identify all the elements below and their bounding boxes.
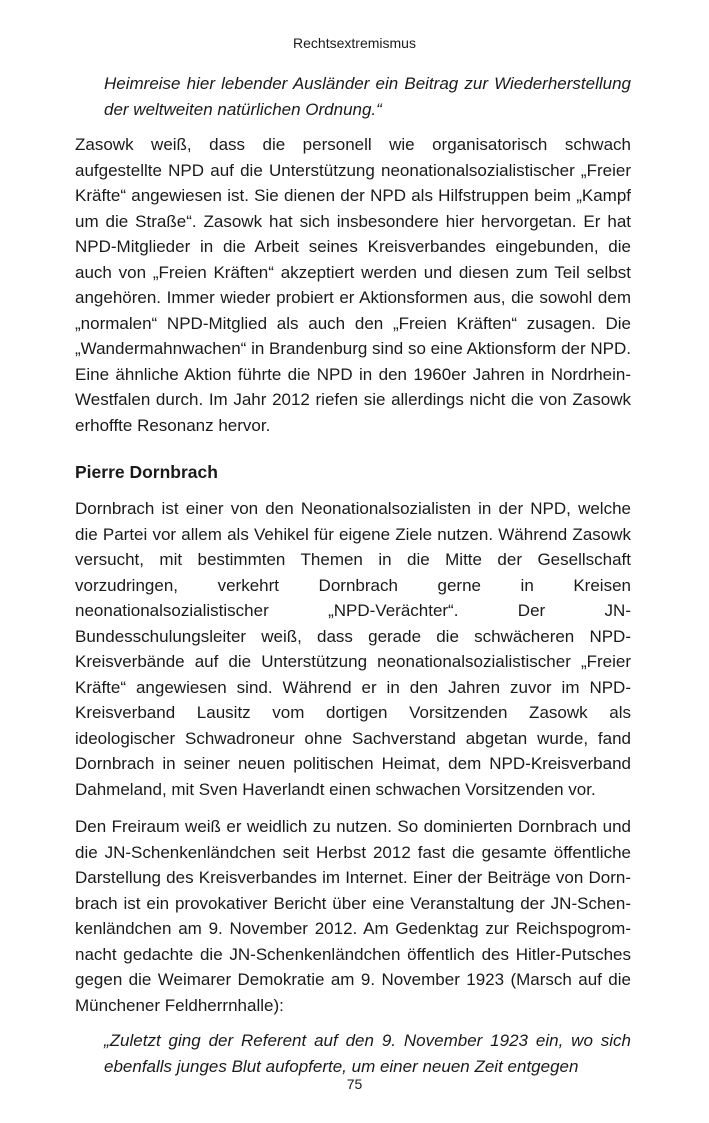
paragraph-freiraum: Den Freiraum weiß er weidlich zu nutzen. So dominierten Dornbrach und die JN-Schenkenländchen seit Herbst 2012 fast die gesamte öffentliche Darstellung des Kreisverbandes im Internet. Einer der Beiträge von Dornbrach ist ein provokativer Bericht über eine Veranstaltung der JN-Schenkenländchen am 9. November 2012. Am Gedenktag zur Reichspogromnacht gedachte die JN-Schenkenländchen öffentlich des Hitler-Putsches gegen die Weimarer Demokratie am 9. November 1923 (Marsch auf die Münchener Feldherrnhalle): — [75, 817, 631, 1015]
section-heading-pierre-dornbrach: Pierre Dornbrach — [75, 462, 218, 482]
block-quote-bottom: „Zuletzt ging der Referent auf den 9. November 1923 ein, wo sich ebenfalls junges Blut aufopferte, um einer neuen Zeit entgegen — [104, 1031, 631, 1076]
block-quote-top: Heimreise hier lebender Ausländer ein Beitrag zur Wiederherstellung der weltweiten natürlichen Ordnung.“ — [104, 74, 631, 119]
paragraph-zasowk: Zasowk weiß, dass die personell wie organisatorisch schwach aufgestellte NPD auf die Unterstützung neonationalsozialistischer „Freier Kräfte“ angewiesen ist. Sie dienen der NPD als Hilfstruppen beim „Kampf um die Straße“. Zasowk hat sich insbesondere hier hervorgetan. Er hat NPD-Mitglieder in die Arbeit seines Kreisverbandes eingebunden, die auch von „Freien Kräften“ akzeptiert werden und diesen zum Teil selbst angehören. Immer wieder probiert er Aktionsformen aus, die sowohl dem „normalen“ NPD-Mitglied als auch den „Freien Kräften“ zusagen. Die „Wandermahnwachen“ in Brandenburg sind so eine Aktionsform der NPD. Eine ähnliche Aktion führte die NPD in den 1960er Jahren in Nordrhein-Westfalen durch. Im Jahr 2012 riefen sie allerdings nicht die von Zasowk erhoffte Resonanz hervor. — [75, 135, 631, 435]
running-header-title: Rechtsextremismus — [293, 35, 416, 51]
body-text — [75, 71, 631, 1079]
page-number: 75 — [346, 1076, 363, 1092]
paragraph-dornbrach-intro: Dornbrach ist einer von den Neonationalsozialisten in der NPD, welche die Partei vor allem als Vehikel für eigene Ziele nutzen. Während Zasowk versucht, mit bestimmten Themen in die Mitte der Gesellschaft vorzudringen, verkehrt Dornbrach gerne in Kreisen neonationalsozialistischer „NPD-Verächter“. Der JN-Bundesschulungsleiter weiß, dass gerade die schwächeren NPD-Kreisverbände auf die Unterstützung neonationalsozialistischer „Freier Kräfte“ angewiesen sind. Während er in den Jahren zuvor im NPD-Kreisverband Lausitz vom dortigen Vorsitzenden Zasowk als ideologischer Schwadroneur ohne Sachverstand abgetan wurde, fand Dornbrach in seiner neuen politischen Heimat, dem NPD-Kreisverband Dahmeland, mit Sven Haverlandt einen schwachen Vorsitzenden vor. — [75, 499, 631, 799]
